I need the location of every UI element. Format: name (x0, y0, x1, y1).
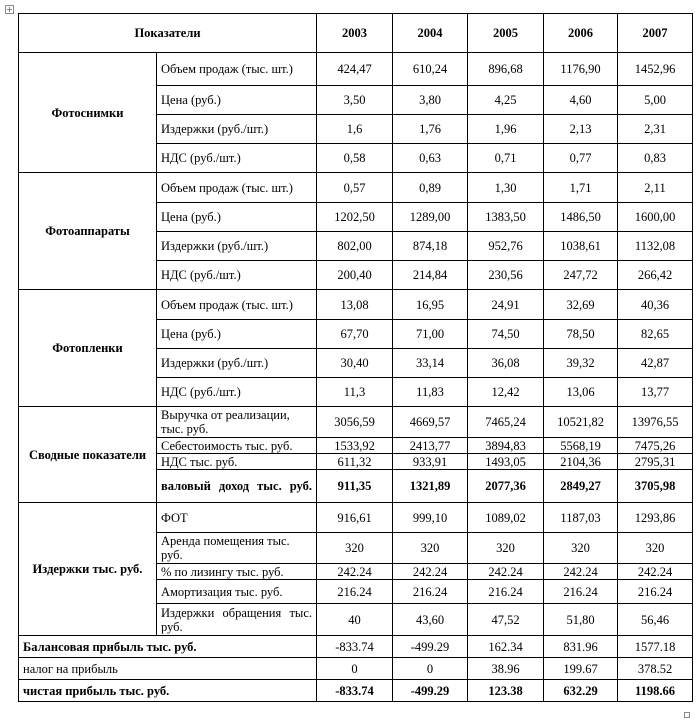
cell-value: 378.52 (618, 658, 693, 680)
cell-value: 874,18 (393, 232, 468, 261)
totals-row (19, 658, 693, 680)
cell-value: 242.24 (393, 564, 468, 580)
group-name: Фотоаппараты (19, 173, 157, 290)
cell-value: 7475,26 (618, 438, 693, 454)
cell-value: 1089,02 (468, 503, 544, 533)
cell-value: 5568,19 (544, 438, 618, 454)
totals-row (19, 636, 693, 658)
table-row (19, 53, 693, 86)
total-label: чистая прибыль тыс. руб. (19, 680, 317, 702)
table-row (19, 503, 693, 533)
cell-value: 1321,89 (393, 470, 468, 503)
row-label: валовый доход тыс. руб. (157, 470, 317, 503)
cell-value: 933,91 (393, 454, 468, 470)
cell-value: 16,95 (393, 290, 468, 320)
cell-value: 5,00 (618, 86, 693, 115)
cell-value: 36,08 (468, 349, 544, 378)
cell-value: 2795,31 (618, 454, 693, 470)
cell-value: 56,46 (618, 604, 693, 636)
row-label: Амортизация тыс. руб. (157, 580, 317, 604)
cell-value: 4,25 (468, 86, 544, 115)
row-label: НДС тыс. руб. (157, 454, 317, 470)
cell-value: 2077,36 (468, 470, 544, 503)
row-label: Цена (руб.) (157, 203, 317, 232)
header-year: 2007 (618, 14, 693, 53)
cell-value: 13,08 (317, 290, 393, 320)
row-label: Выручка от реализации, тыс. руб. (157, 407, 317, 438)
cell-value: 320 (468, 533, 544, 564)
cell-value: 2413,77 (393, 438, 468, 454)
cell-value: 32,69 (544, 290, 618, 320)
row-label: Себестоимость тыс. руб. (157, 438, 317, 454)
row-label: Аренда помещения тыс. руб. (157, 533, 317, 564)
cell-value: 1533,92 (317, 438, 393, 454)
cell-value: 1493,05 (468, 454, 544, 470)
row-label: Объем продаж (тыс. шт.) (157, 290, 317, 320)
group-name: Издержки тыс. руб. (19, 503, 157, 636)
cell-value: 2,13 (544, 115, 618, 144)
cell-value: 896,68 (468, 53, 544, 86)
cell-value: 216.24 (468, 580, 544, 604)
cell-value: 43,60 (393, 604, 468, 636)
row-label: Издержки (руб./шт.) (157, 232, 317, 261)
cell-value: 24,91 (468, 290, 544, 320)
cell-value: 1383,50 (468, 203, 544, 232)
cell-value: 51,80 (544, 604, 618, 636)
total-label: Балансовая прибыль тыс. руб. (19, 636, 317, 658)
cell-value: 39,32 (544, 349, 618, 378)
cell-value: 216.24 (544, 580, 618, 604)
cell-value: 1198.66 (618, 680, 693, 702)
table-resize-handle-icon[interactable] (684, 712, 690, 718)
table-row (19, 173, 693, 203)
cell-value: 0,89 (393, 173, 468, 203)
cell-value: 242.24 (544, 564, 618, 580)
cell-value: 831.96 (544, 636, 618, 658)
group-name: Фотопленки (19, 290, 157, 407)
cell-value: -833.74 (317, 680, 393, 702)
cell-value: 1,96 (468, 115, 544, 144)
row-label: % по лизингу тыс. руб. (157, 564, 317, 580)
cell-value: 200,40 (317, 261, 393, 290)
cell-value: 320 (393, 533, 468, 564)
cell-value: 0,77 (544, 144, 618, 173)
cell-value: 230,56 (468, 261, 544, 290)
row-label: Цена (руб.) (157, 320, 317, 349)
header-year: 2006 (544, 14, 618, 53)
cell-value: 38.96 (468, 658, 544, 680)
cell-value: 13976,55 (618, 407, 693, 438)
cell-value: 320 (317, 533, 393, 564)
row-label: НДС (руб./шт.) (157, 378, 317, 407)
cell-value: 3894,83 (468, 438, 544, 454)
cell-value: 1176,90 (544, 53, 618, 86)
cell-value: 1293,86 (618, 503, 693, 533)
row-label: Объем продаж (тыс. шт.) (157, 173, 317, 203)
table-row (19, 407, 693, 438)
cell-value: 162.34 (468, 636, 544, 658)
cell-value: 10521,82 (544, 407, 618, 438)
cell-value: 78,50 (544, 320, 618, 349)
cell-value: -499.29 (393, 680, 468, 702)
header-year: 2003 (317, 14, 393, 53)
cell-value: 2104,36 (544, 454, 618, 470)
cell-value: 1038,61 (544, 232, 618, 261)
header-indicators: Показатели (19, 14, 317, 53)
cell-value: 13,77 (618, 378, 693, 407)
cell-value: 0,63 (393, 144, 468, 173)
table-move-handle-icon[interactable]: + (6, 5, 13, 14)
row-label: НДС (руб./шт.) (157, 144, 317, 173)
cell-value: 4669,57 (393, 407, 468, 438)
cell-value: 216.24 (393, 580, 468, 604)
cell-value: 247,72 (544, 261, 618, 290)
cell-value: 242.24 (317, 564, 393, 580)
row-label: НДС (руб./шт.) (157, 261, 317, 290)
row-label: Издержки (руб./шт.) (157, 115, 317, 144)
cell-value: 0,83 (618, 144, 693, 173)
totals-row (19, 680, 693, 702)
row-label: Издержки (руб./шт.) (157, 349, 317, 378)
cell-value: 1577.18 (618, 636, 693, 658)
total-label: налог на прибыль (19, 658, 317, 680)
cell-value: 802,00 (317, 232, 393, 261)
cell-value: 82,65 (618, 320, 693, 349)
cell-value: 74,50 (468, 320, 544, 349)
header-year: 2005 (468, 14, 544, 53)
cell-value: 3,80 (393, 86, 468, 115)
header-year: 2004 (393, 14, 468, 53)
cell-value: 40,36 (618, 290, 693, 320)
cell-value: 13,06 (544, 378, 618, 407)
cell-value: 216.24 (317, 580, 393, 604)
cell-value: -833.74 (317, 636, 393, 658)
cell-value: 1,76 (393, 115, 468, 144)
table-row (19, 290, 693, 320)
financial-table (18, 13, 693, 702)
cell-value: 1187,03 (544, 503, 618, 533)
cell-value: 2,11 (618, 173, 693, 203)
cell-value: 320 (544, 533, 618, 564)
cell-value: 2,31 (618, 115, 693, 144)
cell-value: -499.29 (393, 636, 468, 658)
cell-value: 12,42 (468, 378, 544, 407)
cell-value: 3056,59 (317, 407, 393, 438)
cell-value: 3,50 (317, 86, 393, 115)
cell-value: 3705,98 (618, 470, 693, 503)
cell-value: 911,35 (317, 470, 393, 503)
cell-value: 999,10 (393, 503, 468, 533)
cell-value: 11,3 (317, 378, 393, 407)
cell-value: 0 (317, 658, 393, 680)
cell-value: 4,60 (544, 86, 618, 115)
cell-value: 1289,00 (393, 203, 468, 232)
cell-value: 1132,08 (618, 232, 693, 261)
cell-value: 952,76 (468, 232, 544, 261)
cell-value: 632.29 (544, 680, 618, 702)
cell-value: 7465,24 (468, 407, 544, 438)
group-name: Сводные показатели (19, 407, 157, 503)
cell-value: 0,58 (317, 144, 393, 173)
cell-value: 123.38 (468, 680, 544, 702)
group-name: Фотоснимки (19, 53, 157, 173)
cell-value: 71,00 (393, 320, 468, 349)
cell-value: 916,61 (317, 503, 393, 533)
cell-value: 216.24 (618, 580, 693, 604)
cell-value: 320 (618, 533, 693, 564)
cell-value: 1,6 (317, 115, 393, 144)
cell-value: 40 (317, 604, 393, 636)
cell-value: 67,70 (317, 320, 393, 349)
cell-value: 11,83 (393, 378, 468, 407)
cell-value: 199.67 (544, 658, 618, 680)
cell-value: 42,87 (618, 349, 693, 378)
cell-value: 1600,00 (618, 203, 693, 232)
cell-value: 1452,96 (618, 53, 693, 86)
row-label: Издержки обращения тыс. руб. (157, 604, 317, 636)
cell-value: 610,24 (393, 53, 468, 86)
cell-value: 0,71 (468, 144, 544, 173)
cell-value: 0,57 (317, 173, 393, 203)
cell-value: 1202,50 (317, 203, 393, 232)
cell-value: 30,40 (317, 349, 393, 378)
cell-value: 214,84 (393, 261, 468, 290)
row-label: Цена (руб.) (157, 86, 317, 115)
cell-value: 33,14 (393, 349, 468, 378)
cell-value: 424,47 (317, 53, 393, 86)
row-label: Объем продаж (тыс. шт.) (157, 53, 317, 86)
cell-value: 242.24 (468, 564, 544, 580)
cell-value: 0 (393, 658, 468, 680)
cell-value: 1486,50 (544, 203, 618, 232)
cell-value: 1,30 (468, 173, 544, 203)
cell-value: 242.24 (618, 564, 693, 580)
row-label: ФОТ (157, 503, 317, 533)
header-row (19, 14, 693, 53)
cell-value: 47,52 (468, 604, 544, 636)
cell-value: 266,42 (618, 261, 693, 290)
cell-value: 611,32 (317, 454, 393, 470)
cell-value: 2849,27 (544, 470, 618, 503)
cell-value: 1,71 (544, 173, 618, 203)
